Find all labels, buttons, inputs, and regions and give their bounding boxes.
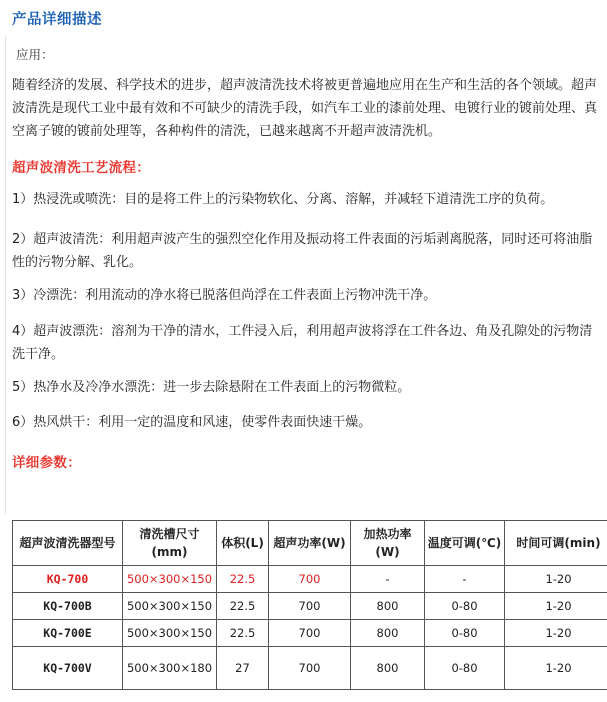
cell-volume: 22.5 — [217, 620, 269, 647]
cell-volume: 22.5 — [217, 593, 269, 620]
step-3: 3）冷漂洗：利用流动的净水将已脱落但尚浮在工件表面上污物冲洗干净。 — [12, 288, 437, 303]
header-time: 时间可调(min) — [505, 521, 607, 566]
cell-time: 1-20 — [505, 647, 607, 690]
params-heading: 详细参数： — [12, 455, 81, 471]
cell-volume: 22.5 — [217, 566, 269, 593]
cell-tank-size: 500×300×150 — [123, 620, 217, 647]
step-5: 5）热净水及冷净水漂洗：进一步去除悬附在工件表面上的污物微粒。 — [12, 380, 411, 395]
cell-model: KQ-700 — [13, 566, 123, 593]
cell-temperature: 0-80 — [425, 593, 505, 620]
cell-heating-power: - — [351, 566, 425, 593]
cell-time: 1-20 — [505, 593, 607, 620]
table-row — [13, 593, 607, 620]
cell-tank-size: 500×300×150 — [123, 593, 217, 620]
header-ultrasonic-power: 超声功率(W) — [269, 521, 351, 566]
cell-ultrasonic-power: 700 — [269, 647, 351, 690]
table-row — [13, 566, 607, 593]
header-tank-size: 清洗槽尺寸(mm) — [123, 521, 217, 566]
cell-tank-size: 500×300×150 — [123, 566, 217, 593]
cell-tank-size: 500×300×180 — [123, 647, 217, 690]
cell-model: KQ-700V — [13, 647, 123, 690]
cell-temperature: - — [425, 566, 505, 593]
table-header-row — [13, 521, 607, 566]
cell-heating-power: 800 — [351, 620, 425, 647]
product-title: 产品详细描述 — [12, 12, 102, 28]
cell-time: 1-20 — [505, 620, 607, 647]
table-row — [13, 620, 607, 647]
cell-temperature: 0-80 — [425, 620, 505, 647]
process-heading: 超声波清洗工艺流程： — [12, 160, 150, 176]
cell-model: KQ-700E — [13, 620, 123, 647]
params-table — [12, 520, 607, 690]
cell-heating-power: 800 — [351, 647, 425, 690]
left-border-line — [5, 36, 6, 514]
step-2: 2）超声波清洗：利用超声波产生的强烈空化作用及振动将工件表面的污垢剥离脱落，同时还可将油脂性的污物分解、乳化。 — [12, 232, 593, 270]
cell-model: KQ-700B — [13, 593, 123, 620]
table-row — [13, 647, 607, 690]
application-label: 应用： — [16, 47, 54, 62]
header-temperature: 温度可调(℃) — [425, 521, 505, 566]
cell-ultrasonic-power: 700 — [269, 593, 351, 620]
step-1: 1）热浸洗或喷洗：目的是将工件上的污染物软化、分离、溶解，并减轻下道清洗工序的负荷。 — [12, 192, 554, 207]
header-heating-power: 加热功率(W) — [351, 521, 425, 566]
cell-temperature: 0-80 — [425, 647, 505, 690]
cell-heating-power: 800 — [351, 593, 425, 620]
step-6: 6）热风烘干：利用一定的温度和风速，使零件表面快速干燥。 — [12, 415, 372, 430]
step-4: 4）超声波漂洗：溶剂为干净的清水，工件浸入后，利用超声波将浮在工件各边、角及孔隙处的污物清洗干净。 — [12, 324, 593, 362]
header-volume: 体积(L) — [217, 521, 269, 566]
cell-volume: 27 — [217, 647, 269, 690]
cell-ultrasonic-power: 700 — [269, 566, 351, 593]
intro-paragraph: 随着经济的发展、科学技术的进步，超声波清洗技术将被更普遍地应用在生产和生活的各个领域。超声波清洗是现代工业中最有效和不可缺少的清洗手段，如汽车工业的漆前处理、电镀行业的镀前处理、真空离子镀的镀前处理等，各种构件的清洗，已越来越离不开超声波清洗机。 — [12, 78, 598, 139]
header-model: 超声波清洗器型号 — [13, 521, 123, 566]
cell-ultrasonic-power: 700 — [269, 620, 351, 647]
cell-time: 1-20 — [505, 566, 607, 593]
